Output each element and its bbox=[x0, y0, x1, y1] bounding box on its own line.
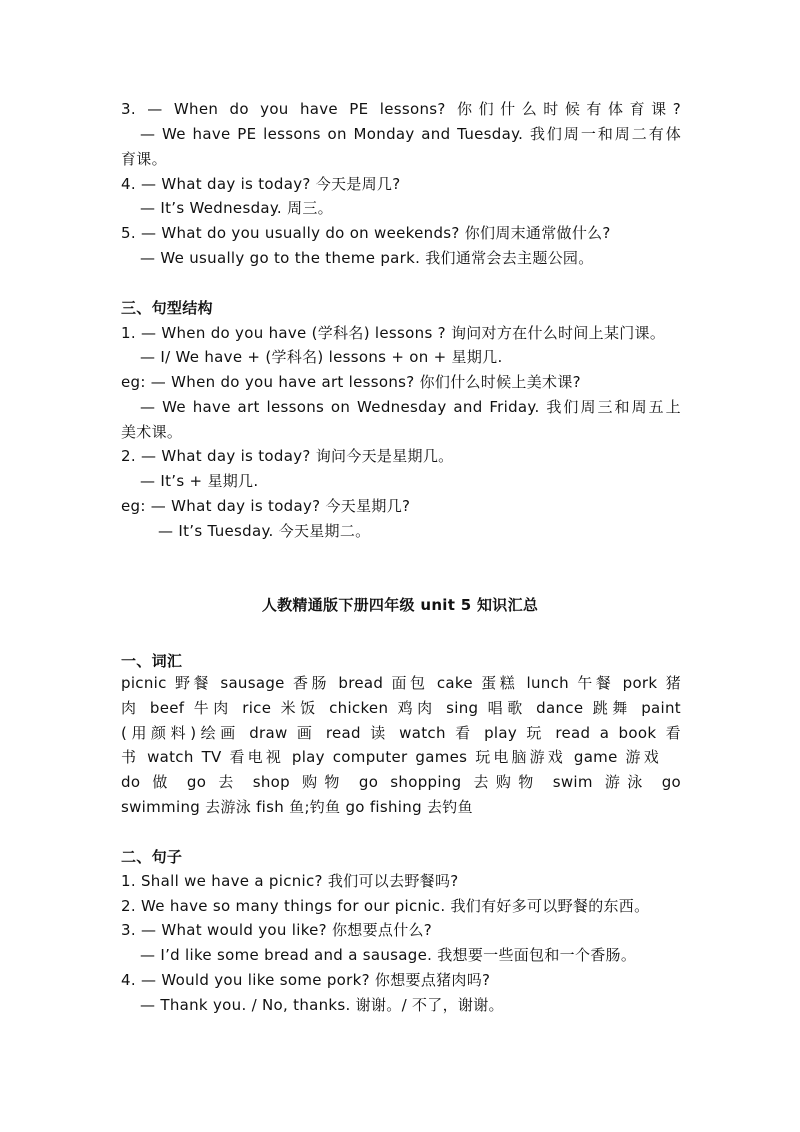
vocabulary-line: 肉 beef 牛肉 rice 米饭 chicken 鸡肉 sing 唱歌 dance 跳舞 paint bbox=[121, 699, 681, 717]
example-2-question: eg: — What day is today? 今天星期几? bbox=[121, 497, 411, 515]
sentence-3-answer: — We have PE lessons on Monday and Tuesday. 我们周一和周二有体 bbox=[140, 125, 681, 143]
structure-1-answer: — I/ We have + (学科名) lessons + on + 星期几. bbox=[140, 348, 503, 366]
sentence-4-answer: — It’s Wednesday. 周三。 bbox=[140, 199, 333, 217]
unit5-sentence-4-question: 4. — Would you like some pork? 你想要点猪肉吗? bbox=[121, 971, 491, 989]
unit5-title: 人教精通版下册四年级 unit 5 知识汇总 bbox=[261, 596, 539, 614]
unit5-sentence-3-answer: — I’d like some bread and a sausage. 我想要一些面包和一个香肠。 bbox=[140, 946, 637, 964]
sentence-4-question: 4. — What day is today? 今天是周几? bbox=[121, 175, 401, 193]
vocabulary-line: picnic 野餐 sausage 香肠 bread 面包 cake 蛋糕 lunch 午餐 pork 猪 bbox=[121, 674, 681, 692]
vocabulary-line: 书 watch TV 看电视 play computer games 玩电脑游戏 game 游戏 bbox=[121, 748, 659, 766]
vocabulary-line: (用颜料)绘画 draw 画 read 读 watch 看 play 玩 read a book 看 bbox=[121, 724, 681, 742]
example-1-question: eg: — When do you have art lessons? 你们什么时候上美术课? bbox=[121, 373, 581, 391]
unit5-sentence-3-question: 3. — What would you like? 你想要点什么? bbox=[121, 921, 433, 939]
unit5-sentence-1: 1. Shall we have a picnic? 我们可以去野餐吗? bbox=[121, 872, 459, 890]
unit5-sentence-4-answer: — Thank you. / No, thanks. 谢谢。/ 不了，谢谢。 bbox=[140, 996, 504, 1014]
vocabulary-line: swimming 去游泳 fish 鱼;钓鱼 go fishing 去钓鱼 bbox=[121, 798, 473, 816]
structure-heading: 三、句型结构 bbox=[121, 299, 213, 317]
example-2-answer: — It’s Tuesday. 今天星期二。 bbox=[158, 522, 371, 540]
sentences-heading: 二、句子 bbox=[121, 848, 183, 866]
structure-2-question: 2. — What day is today? 询问今天是星期几。 bbox=[121, 447, 454, 465]
structure-2-answer: — It’s + 星期几. bbox=[140, 472, 259, 490]
example-1-answer-cont: 美术课。 bbox=[121, 423, 183, 441]
unit5-sentence-2: 2. We have so many things for our picnic. 我们有好多可以野餐的东西。 bbox=[121, 897, 650, 915]
example-1-answer: — We have art lessons on Wednesday and Friday. 我们周三和周五上 bbox=[140, 398, 681, 416]
sentence-3-answer-cont: 育课。 bbox=[121, 150, 167, 168]
sentence-3-question: 3. — When do you have PE lessons? 你们什么时候有体育课? bbox=[121, 100, 681, 118]
structure-1-question: 1. — When do you have (学科名) lessons ? 询问对方在什么时间上某门课。 bbox=[121, 324, 666, 342]
vocabulary-heading: 一、词汇 bbox=[121, 652, 183, 670]
sentence-5-question: 5. — What do you usually do on weekends? 你们周末通常做什么? bbox=[121, 224, 611, 242]
vocabulary-line: do 做 go 去 shop 购物 go shopping 去购物 swim 游泳 go bbox=[121, 773, 681, 791]
sentence-5-answer: — We usually go to the theme park. 我们通常会去主题公园。 bbox=[140, 249, 594, 267]
